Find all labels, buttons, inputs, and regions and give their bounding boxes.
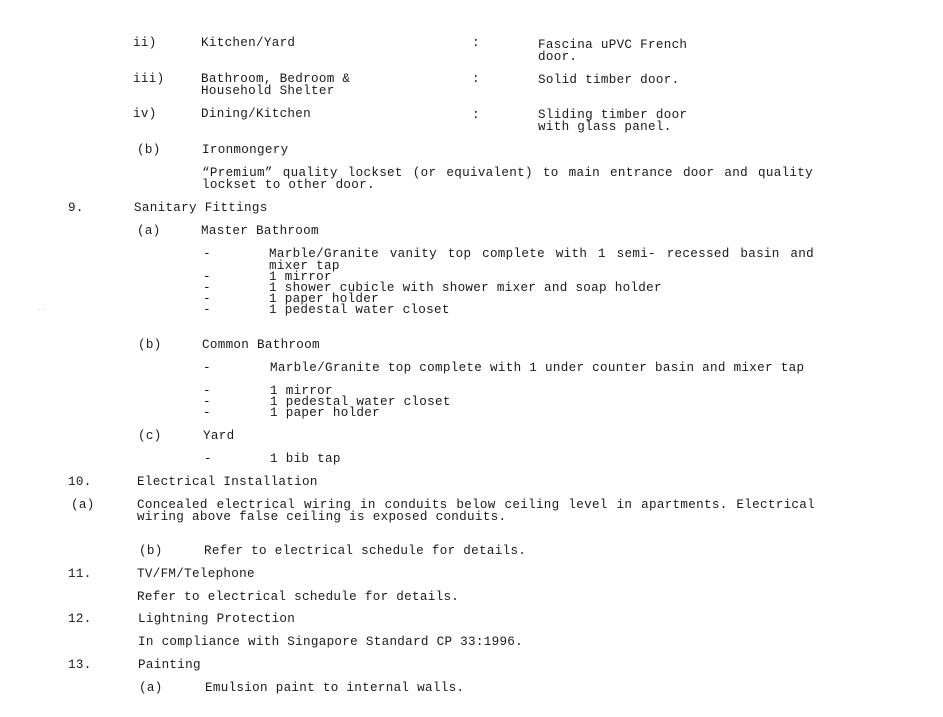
ironmongery-text: “Premium” quality lockset (or equivalent) to main entrance door and quality lockset to other door. [202, 166, 813, 192]
section-title: TV/FM/Telephone [137, 567, 255, 581]
subsection-label: (a) [71, 498, 95, 512]
fitting-item: Marble/Granite top complete with 1 under counter basin and mixer tap [270, 361, 805, 375]
fitting-item: 1 mirror [269, 270, 332, 284]
section-number: 11. [68, 567, 92, 581]
item-number: iii) [133, 72, 165, 86]
door-location: Bathroom, Bedroom & Household Shelter [201, 72, 351, 98]
door-description: Sliding timber door with glass panel. [538, 108, 688, 134]
subsection-title: Master Bathroom [201, 224, 319, 238]
electrical-text: Concealed electrical wiring in conduits below ceiling level in apartments. Electrical wiring above false ceiling is exposed conduits. [137, 498, 815, 524]
door-location: Dining/Kitchen [201, 107, 312, 121]
fitting-item: 1 shower cubicle with shower mixer and soap holder [269, 281, 662, 295]
subsection-title: Ironmongery [202, 143, 289, 157]
bullet-dash: - [203, 361, 211, 375]
subsection-label: (b) [138, 338, 162, 352]
subsection-text: Refer to electrical schedule for details. [204, 544, 527, 558]
bullet-dash: - [203, 395, 211, 409]
section-number: 13. [68, 658, 92, 672]
subsection-label: (b) [137, 143, 161, 157]
bullet-dash: - [203, 292, 211, 306]
bullet-dash: - [203, 247, 211, 261]
subsection-label: (a) [137, 224, 161, 238]
door-description: Fascina uPVC French door. [538, 38, 688, 64]
separator: : [472, 108, 480, 122]
subsection-title: Common Bathroom [202, 338, 320, 352]
fitting-item: 1 paper holder [269, 292, 380, 306]
section-text: In compliance with Singapore Standard CP 33:1996. [138, 635, 524, 649]
scan-speck: .. [36, 303, 48, 313]
subsection-label: (c) [138, 429, 162, 443]
section-number: 9. [68, 201, 84, 215]
fitting-item: 1 paper holder [270, 406, 381, 420]
subsection-label: (b) [139, 544, 163, 558]
fitting-item: 1 pedestal water closet [270, 395, 451, 409]
subsection-label: (a) [139, 681, 163, 695]
section-number: 10. [68, 475, 92, 489]
separator: : [472, 36, 480, 50]
section-title: Sanitary Fittings [134, 201, 268, 215]
section-title: Lightning Protection [138, 612, 296, 626]
item-number: ii) [133, 36, 157, 50]
section-text: Refer to electrical schedule for details. [137, 590, 460, 604]
bullet-dash: - [204, 452, 212, 466]
separator: : [472, 72, 480, 86]
fitting-item: 1 pedestal water closet [269, 303, 450, 317]
section-title: Electrical Installation [137, 475, 318, 489]
bullet-dash: - [203, 303, 211, 317]
bullet-dash: - [203, 281, 211, 295]
fitting-item: 1 mirror [270, 384, 333, 398]
bullet-dash: - [203, 270, 211, 284]
section-number: 12. [68, 612, 92, 626]
subsection-title: Yard [203, 429, 235, 443]
door-description: Solid timber door. [538, 73, 680, 87]
door-location: Kitchen/Yard [201, 36, 296, 50]
bullet-dash: - [203, 406, 211, 420]
fitting-item: 1 bib tap [270, 452, 341, 466]
bullet-dash: - [203, 384, 211, 398]
item-number: iv) [133, 107, 157, 121]
section-title: Painting [138, 658, 201, 672]
fitting-item: Marble/Granite vanity top complete with 1 semi- recessed basin and mixer tap [269, 247, 814, 273]
subsection-text: Emulsion paint to internal walls. [205, 681, 465, 695]
